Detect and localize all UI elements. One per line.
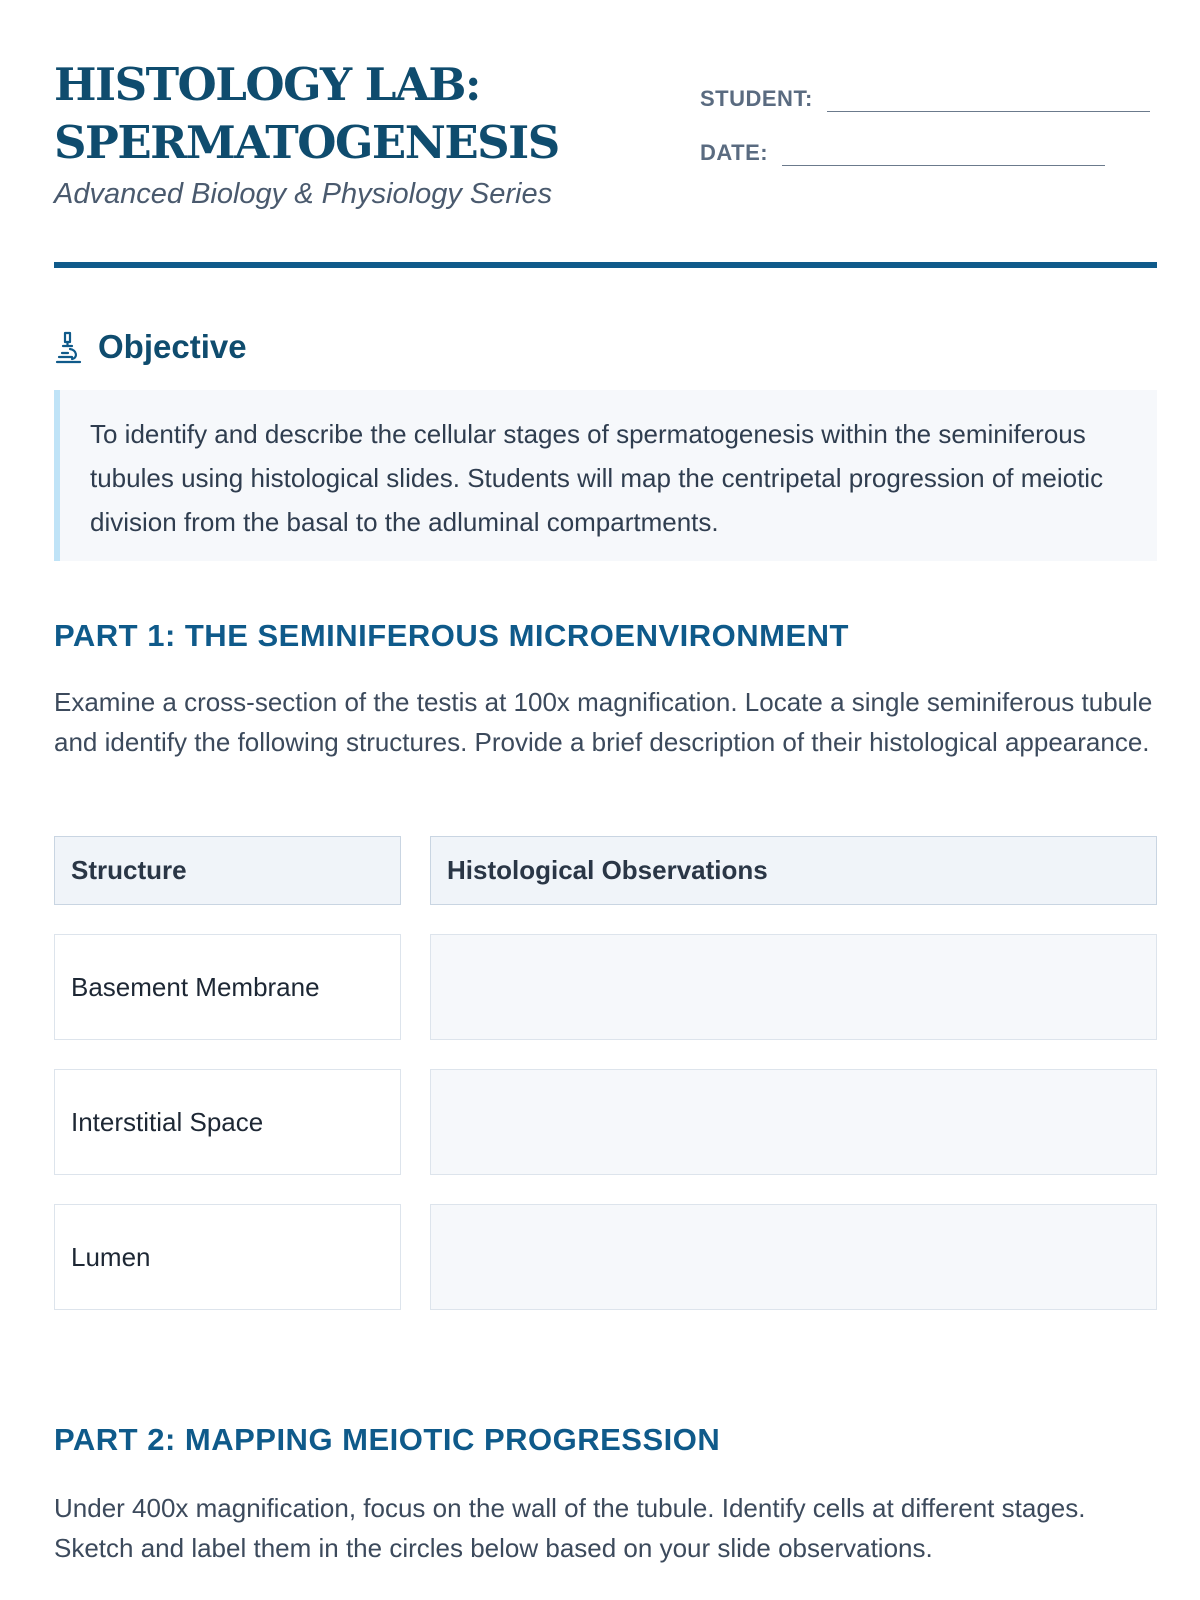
observation-input-interstitial-space[interactable] [430, 1069, 1157, 1175]
objective-title: Objective [98, 328, 247, 365]
date-input[interactable] [782, 136, 1105, 166]
objective-heading [54, 328, 247, 366]
observation-input-basement-membrane[interactable] [430, 934, 1157, 1040]
table-header-observations: Histological Observations [430, 836, 1157, 905]
student-label: STUDENT: [700, 86, 813, 111]
table-row-label: Basement Membrane [54, 934, 401, 1040]
student-info-fields [700, 58, 1160, 166]
observation-input-lumen[interactable] [430, 1204, 1157, 1310]
page-subtitle: Advanced Biology & Physiology Series [54, 178, 553, 210]
header-divider [54, 262, 1157, 268]
microscope-icon [54, 329, 84, 365]
date-label: DATE: [700, 140, 769, 165]
objective-text: To identify and describe the cellular stages of spermatogenesis within the seminiferous tubules using histological slides. Students will map the centripetal progression of meiotic division from the basal to the adluminal compartments. [54, 390, 1157, 561]
date-field [700, 112, 1160, 166]
table-header-structure: Structure [54, 836, 401, 905]
title-line-1: HISTOLOGY LAB: [54, 58, 481, 111]
student-field [700, 58, 1160, 112]
part1-title: PART 1: THE SEMINIFEROUS MICROENVIRONMENT [54, 618, 849, 653]
table-row-label: Interstitial Space [54, 1069, 401, 1175]
part1-instructions: Examine a cross-section of the testis at 100x magnification. Locate a single seminiferous tubule and identify the following structures. Provide a brief description of their histological appearance. [54, 687, 1153, 757]
table-row-label: Lumen [54, 1204, 401, 1310]
part2-instructions: Under 400x magnification, focus on the wall of the tubule. Identify cells at different stages. Sketch and label them in the circles below based on your slide observations. [54, 1493, 1086, 1563]
part2-title: PART 2: MAPPING MEIOTIC PROGRESSION [54, 1422, 721, 1457]
student-name-input[interactable] [827, 82, 1150, 112]
title-line-2: SPERMATOGENESIS [54, 116, 559, 169]
